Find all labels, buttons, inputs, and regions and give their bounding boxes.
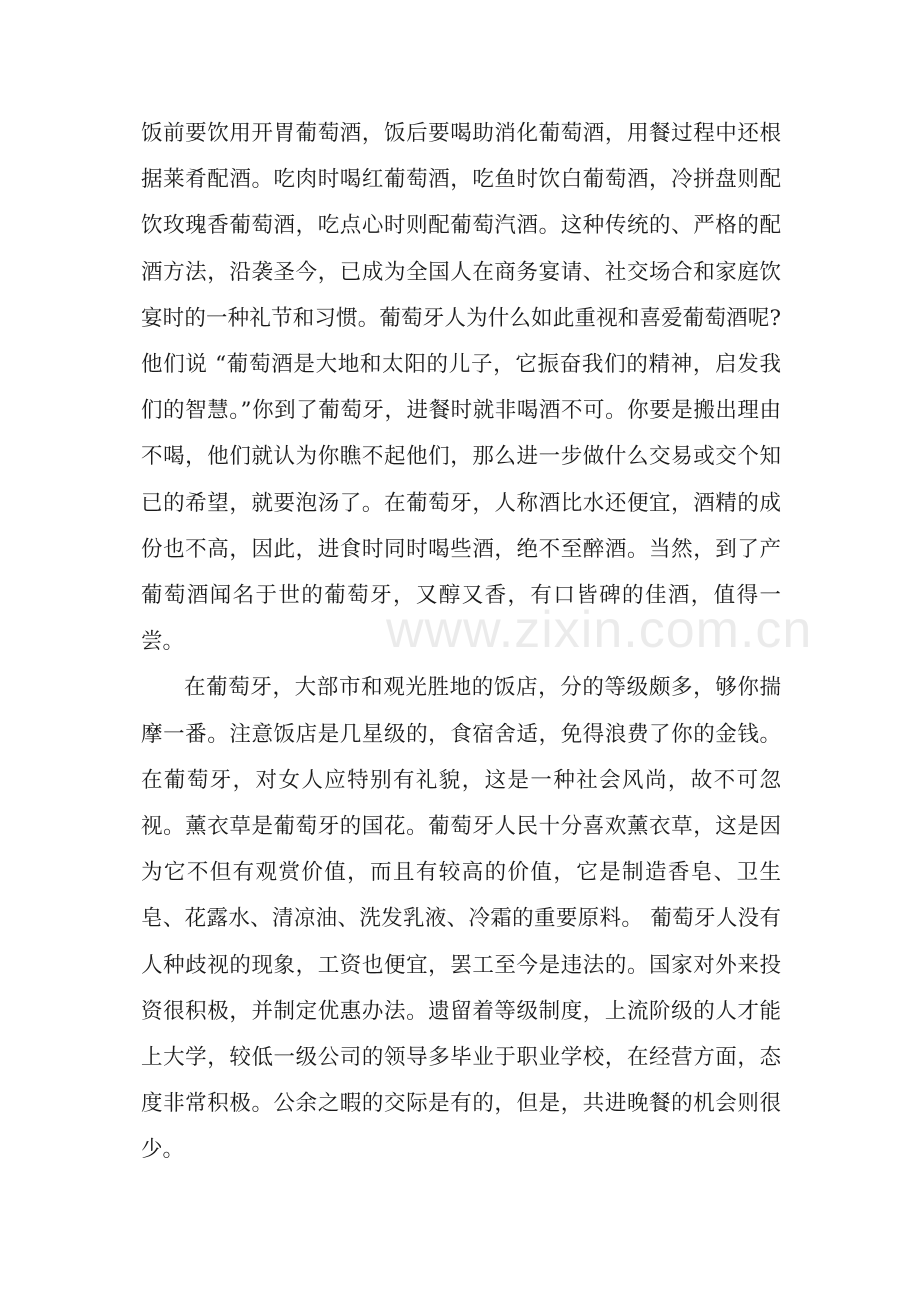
- paragraph-wine-customs: 饭前要饮用开胃葡萄酒，饭后要喝助消化葡萄酒，用餐过程中还根据莱肴配酒。吃肉时喝红葡萄酒，吃鱼时饮白葡萄酒，冷拼盘则配饮玫瑰香葡萄酒，吃点心时则配葡萄汽酒。这种传统的、严格的配酒方法，沿袭圣今，已成为全国人在商务宴请、社交场合和家庭饮宴时的一种礼节和习惯。葡萄牙人为什么如此重视和喜爱葡萄酒呢?他们说 “葡萄酒是大地和太阳的儿子，它振奋我们的精神，启发我们的智慧。”你到了葡萄牙，进餐时就非喝酒不可。你要是搬出理由不喝，他们就认为你瞧不起他们，那么进一步做什么交易或交个知已的希望，就要泡汤了。在葡萄牙，人称酒比水还便宜，酒精的成份也不高，因此，进食时同时喝些酒，绝不至醉酒。当然，到了产葡萄酒闻名于世的葡萄牙，又醇又香，有口皆碑的佳酒，值得一尝。: [141, 121, 781, 655]
- watermark: www.zixin.com.cn: [386, 601, 813, 659]
- body-text: [141, 111, 781, 1174]
- paragraph-hotels-and-society: 在葡萄牙，大部市和观光胜地的饭店，分的等级颇多，够你揣摩一番。注意饭店是几星级的，食宿舍适，免得浪费了你的金钱。 在葡萄牙，对女人应特别有礼貌，这是一种社会风尚，故不可忽视。薰衣草是葡萄牙的国花。葡萄牙人民十分喜欢薰衣草，这是因为它不但有观赏价值，而且有较高的价值，它是制造香皂、卫生皂、花露水、清凉油、洗发乳液、冷霜的重要原料。 葡萄牙人没有人种歧视的现象，工资也便宜，罢工至今是违法的。国家对外来投资很积极，并制定优惠办法。遗留着等级制度，上流阶级的人才能上大学，较低一级公司的领导多毕业于职业学校，在经营方面，态度非常积极。公余之暇的交际是有的，但是，共进晚餐的机会则很少。: [141, 675, 781, 1163]
